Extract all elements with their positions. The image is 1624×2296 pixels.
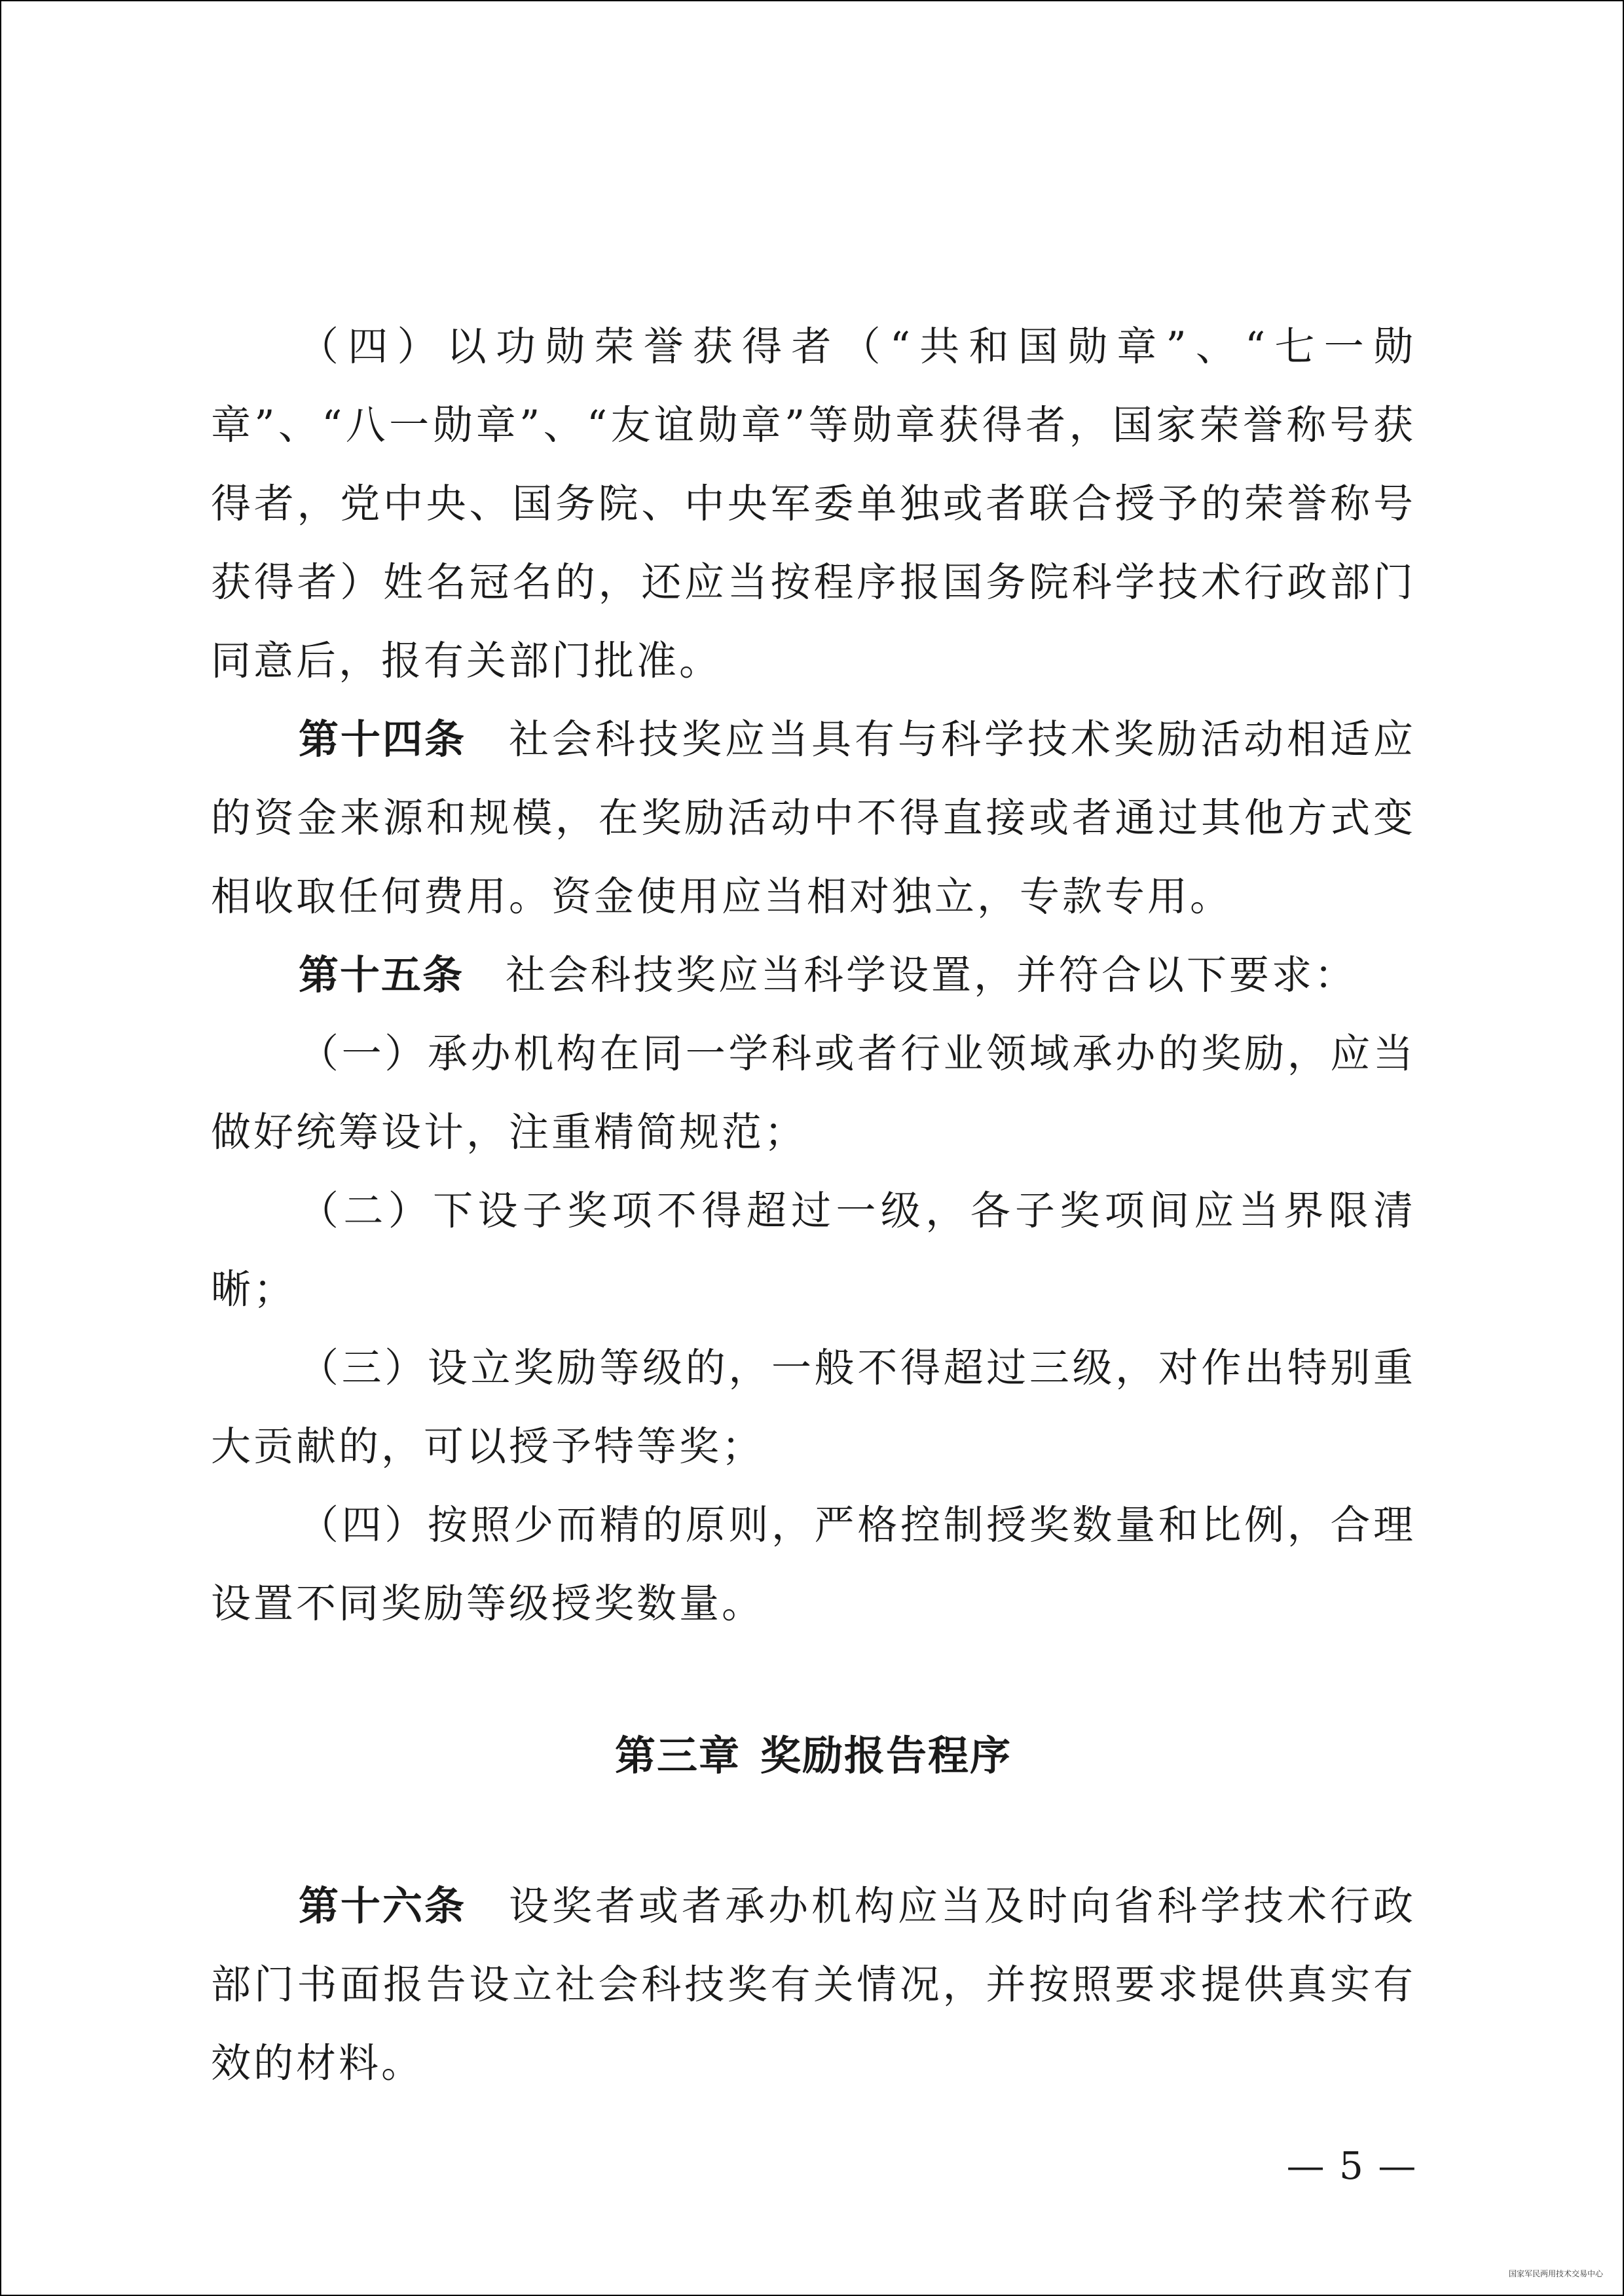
document-body	[211, 308, 1416, 2103]
article-15-item-2: （二）下设子奖项不得超过一级，各子奖项间应当界限清晰；	[211, 1188, 1416, 1313]
article-15-item-1: （一）承办机构在同一学科或者行业领域承办的奖励，应当做好统筹设计，注重精简规范；	[211, 1030, 1416, 1156]
paragraph-item-4-continued: （四）以功勋荣誉获得者（“共和国勋章”、“七一勋章”、“八一勋章”、“友谊勋章”等勋章获得者，国家荣誉称号获得者，党中央、国务院、中央军委单独或者联合授予的荣誉称号获得者）姓名冠名的，还应当按程序报国务院科学技术行政部门同意后，报有关部门批准。	[211, 323, 1416, 684]
article-15-text: 社会科技奖应当科学设置，并符合以下要求：	[506, 952, 1357, 998]
article-15-item-4: （四）按照少而精的原则，严格控制授奖数量和比例，合理设置不同奖励等级授奖数量。	[211, 1502, 1416, 1627]
article-15	[211, 936, 1416, 1015]
article-15-label: 第十五条	[299, 952, 464, 998]
article-16-text: 设奖者或者承办机构应当及时向省科学技术行政部门书面报告设立社会科技奖有关情况，并按照要求提供真实有效的材料。	[211, 1883, 1416, 2086]
chapter-number: 第三章	[614, 1732, 741, 1779]
chapter-title: 奖励报告程序	[760, 1732, 1012, 1779]
chapter-heading	[211, 1717, 1416, 1795]
page-number: — 5 —	[1286, 2143, 1418, 2188]
article-16-label: 第十六条	[299, 1883, 466, 1929]
article-14-label: 第十四条	[299, 716, 466, 763]
article-14	[211, 701, 1416, 936]
article-15-item-3: （三）设立奖励等级的，一般不得超过三级，对作出特别重大贡献的，可以授予特等奖；	[211, 1345, 1416, 1470]
article-14-text: 社会科技奖应当具有与科学技术奖励活动相适应的资金来源和规模，在奖励活动中不得直接或者通过其他方式变相收取任何费用。资金使用应当相对独立，专款专用。	[211, 716, 1416, 920]
watermark-text: 国家军民两用技术交易中心	[1509, 2269, 1604, 2278]
article-16	[211, 1867, 1416, 2103]
